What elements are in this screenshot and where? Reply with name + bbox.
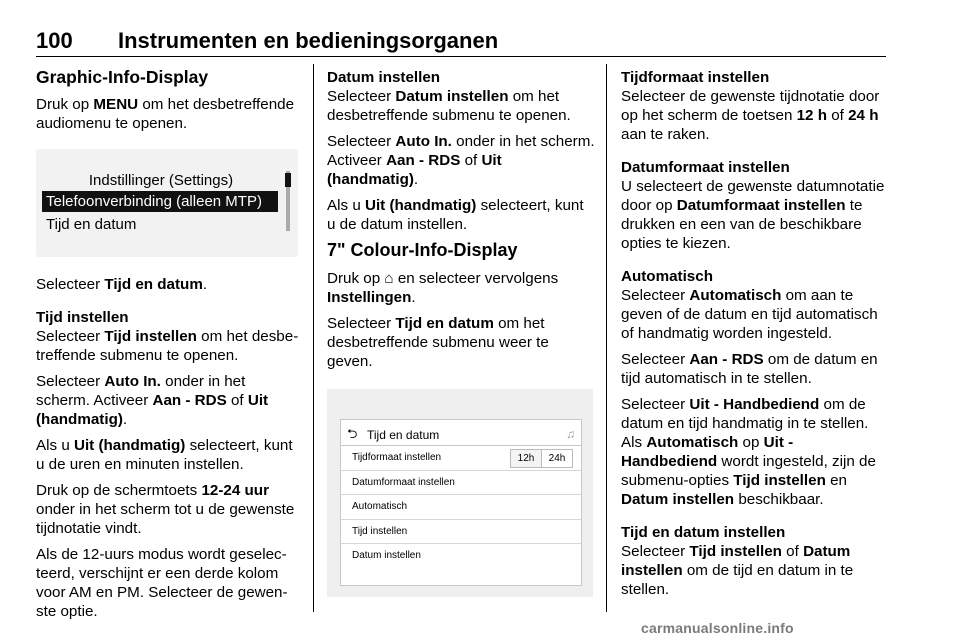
graphic-display-screenshot — [36, 149, 298, 257]
chapter-title: Instrumenten en bedieningsorganen — [118, 28, 499, 53]
column-divider-1 — [313, 64, 314, 612]
screen-title-bar — [341, 420, 581, 446]
paragraph: Als u Uit (handmatig) selecteert, kunt u de uren en minuten instellen. — [36, 437, 293, 473]
paragraph: Als Automatisch op Uit - Handbediend wordt ingesteld, zijn de submenu-opties Tijd instellen en Datum instellen beschikbaar. — [621, 434, 876, 508]
column-3 — [621, 68, 886, 606]
paragraph: Datum instellen Selecteer Datum instellen om het desbetreffende submenu te openen. — [327, 69, 571, 124]
paragraph: Druk op MENU om het desbetreffende audiomenu te openen. — [36, 96, 295, 132]
screen-item: Tijd en datum — [46, 216, 137, 233]
time-format-segment — [510, 449, 573, 468]
subheading: Tijd instellen — [36, 309, 129, 326]
column-1 — [36, 68, 302, 628]
paragraph: Datumformaat instellen U selecteert de gewenste datumnotatie door op Datumformaat instellen te drukken en een van de beschikbare opties te kiezen. — [621, 159, 885, 252]
paragraph: Selecteer Auto In. onder in het scherm. Activeer Aan - RDS of Uit (handmatig). — [327, 133, 595, 188]
subheading: Tijdformaat instellen — [621, 69, 770, 86]
screen-title: Indstillinger (Settings) — [88, 172, 234, 189]
paragraph: Als de 12-uurs modus wordt geselecteerd, verschijnt er een derde kolom voor AM en PM. Selecteer de gewenste optie. — [36, 546, 288, 620]
paragraph: Tijd instellen Selecteer Tijd instellen om het desbetreffende submenu te openen. — [36, 309, 299, 364]
subheading: Automatisch — [621, 268, 713, 285]
screen-selected-item: Telefoonverbinding (alleen MTP) — [42, 191, 278, 212]
seg-24h: 24h — [542, 449, 573, 468]
screen-scroll-thumb — [285, 173, 291, 187]
music-note-icon: ♫ — [566, 427, 575, 441]
column-2 — [327, 68, 595, 597]
screen-row: Datumformaat instellen — [341, 471, 581, 496]
paragraph: Als u Uit (handmatig) selecteert, kunt u de datum instellen. — [327, 197, 584, 233]
header-rule — [36, 56, 886, 57]
paragraph: Selecteer Aan - RDS om de datum en tijd automatisch in te stellen. — [621, 351, 878, 387]
screen-row: Datum instellen — [352, 550, 421, 561]
home-icon: ⌂ — [384, 270, 394, 287]
screen-row: Tijdformaat instellen 12h 24h — [341, 446, 581, 471]
paragraph: Selecteer Auto In. onder in het scherm. Activeer Aan - RDS of Uit (handmatig). — [36, 373, 269, 428]
paragraph: Selecteer Uit - Handbediend om de datum en tijd handmatig in te stellen. — [621, 396, 869, 432]
section-heading-graphic: Graphic-Info-Display — [36, 67, 209, 87]
back-arrow-icon: ⮌ — [347, 426, 358, 441]
subheading: Datumformaat instellen — [621, 159, 790, 176]
paragraph: Tijd en datum instellen Selecteer Tijd instellen of Datum instellen om de tijd en datum in te stellen. — [621, 524, 854, 598]
watermark: carmanualsonline.info — [641, 620, 794, 636]
seg-12h: 12h — [510, 449, 542, 468]
screen-row: Tijd instellen — [341, 520, 581, 545]
paragraph: Tijdformaat instellen Selecteer de gewenste tijdnotatie door op het scherm de toetsen 12 h of 24 h aan te raken. — [621, 69, 880, 143]
subheading: Tijd en datum instellen — [621, 524, 786, 541]
paragraph: Automatisch Selecteer Automatisch om aan te geven of de datum en tijd automatisch of handmatig worden ingesteld. — [621, 268, 878, 342]
screen-title: Tijd en datum — [367, 428, 440, 442]
subheading: Datum instellen — [327, 69, 441, 86]
colour-display-screenshot — [327, 389, 593, 597]
section-heading-colour: 7" Colour-Info-Display — [327, 240, 518, 260]
page-number: 100 — [36, 28, 73, 53]
screen-row: Automatisch — [341, 495, 581, 520]
paragraph: Druk op de schermtoets 12-24 uur onder in het scherm tot u de gewenste tijdnotatie vindt. — [36, 482, 295, 537]
column-divider-2 — [606, 64, 607, 612]
paragraph: Selecteer Tijd en datum om het desbetreffende submenu weer te geven. — [327, 315, 549, 370]
paragraph: Selecteer Tijd en datum. — [36, 276, 208, 293]
screen-panel — [340, 419, 582, 586]
paragraph: Druk op ⌂ en selecteer vervolgens Instellingen. — [327, 270, 559, 306]
